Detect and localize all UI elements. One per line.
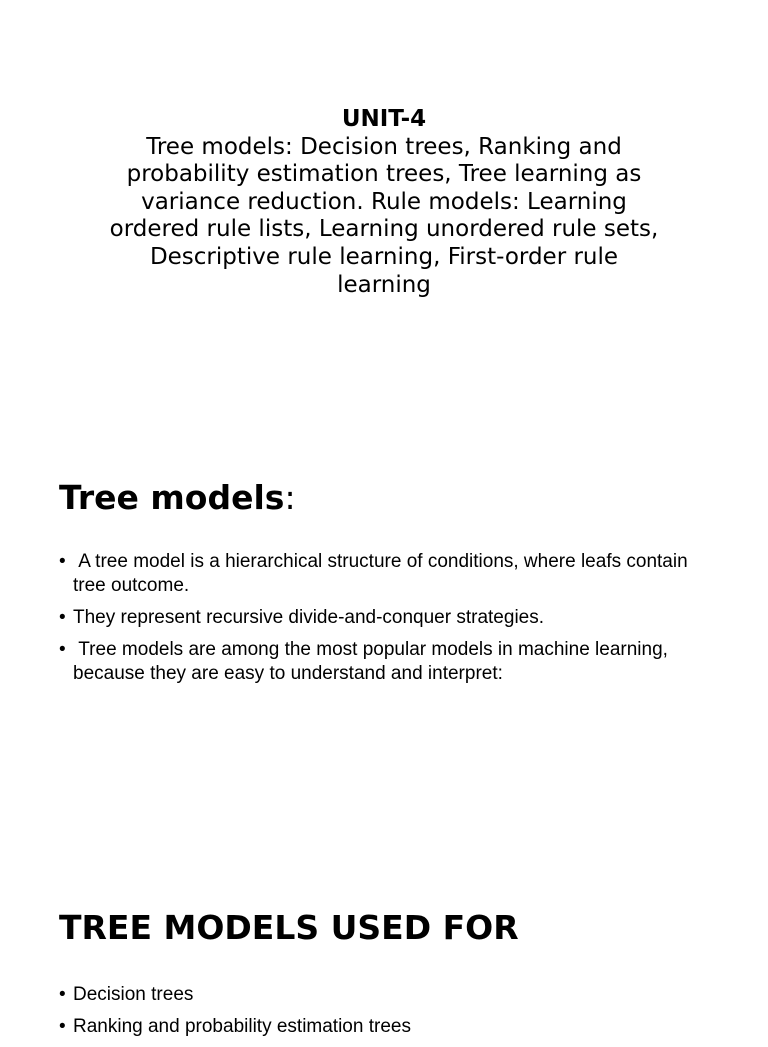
bullet-text: They represent recursive divide-and-conquer strategies. <box>73 607 545 628</box>
bullet-text: Decision trees <box>73 984 194 1005</box>
tree-models-heading <box>59 478 296 518</box>
bullet-marker: • <box>59 984 66 1005</box>
slide-tree-models <box>0 440 768 840</box>
bullet-marker: • <box>59 1016 66 1037</box>
tree-models-used-for-heading: TREE MODELS USED FOR <box>59 908 519 947</box>
list-item <box>59 638 699 686</box>
slide-tree-models-used-for <box>0 880 768 1037</box>
tree-models-used-for-list <box>59 983 699 1047</box>
bullet-marker: • <box>59 607 66 628</box>
unit-description: Tree models: Decision trees, Ranking and probability estimation trees, Tree learning as variance reduction. Rule models: Learning ordered rule lists, Learning unordered rule sets, Descriptive rule learning, First-order rule learning <box>109 133 659 298</box>
bullet-text: A tree model is a hierarchical structure of conditions, where leafs contain tree outcome. <box>73 551 693 596</box>
list-item <box>59 983 699 1007</box>
bullet-marker: • <box>59 639 66 660</box>
bullet-text: Ranking and probability estimation trees <box>73 1016 411 1037</box>
tree-models-heading-colon: : <box>284 478 296 517</box>
unit-overview-block <box>100 106 668 299</box>
list-item <box>59 550 699 598</box>
slide-unit-overview <box>0 0 768 420</box>
list-item <box>59 1015 699 1039</box>
bullet-text: Tree models are among the most popular models in machine learning, because they are easy to understand and interpret: <box>73 639 674 684</box>
unit-title: UNIT-4 <box>341 106 427 132</box>
tree-models-bullet-list <box>59 550 699 694</box>
bullet-marker: • <box>59 551 66 572</box>
list-item <box>59 606 699 630</box>
tree-models-heading-text: Tree models <box>59 478 285 517</box>
